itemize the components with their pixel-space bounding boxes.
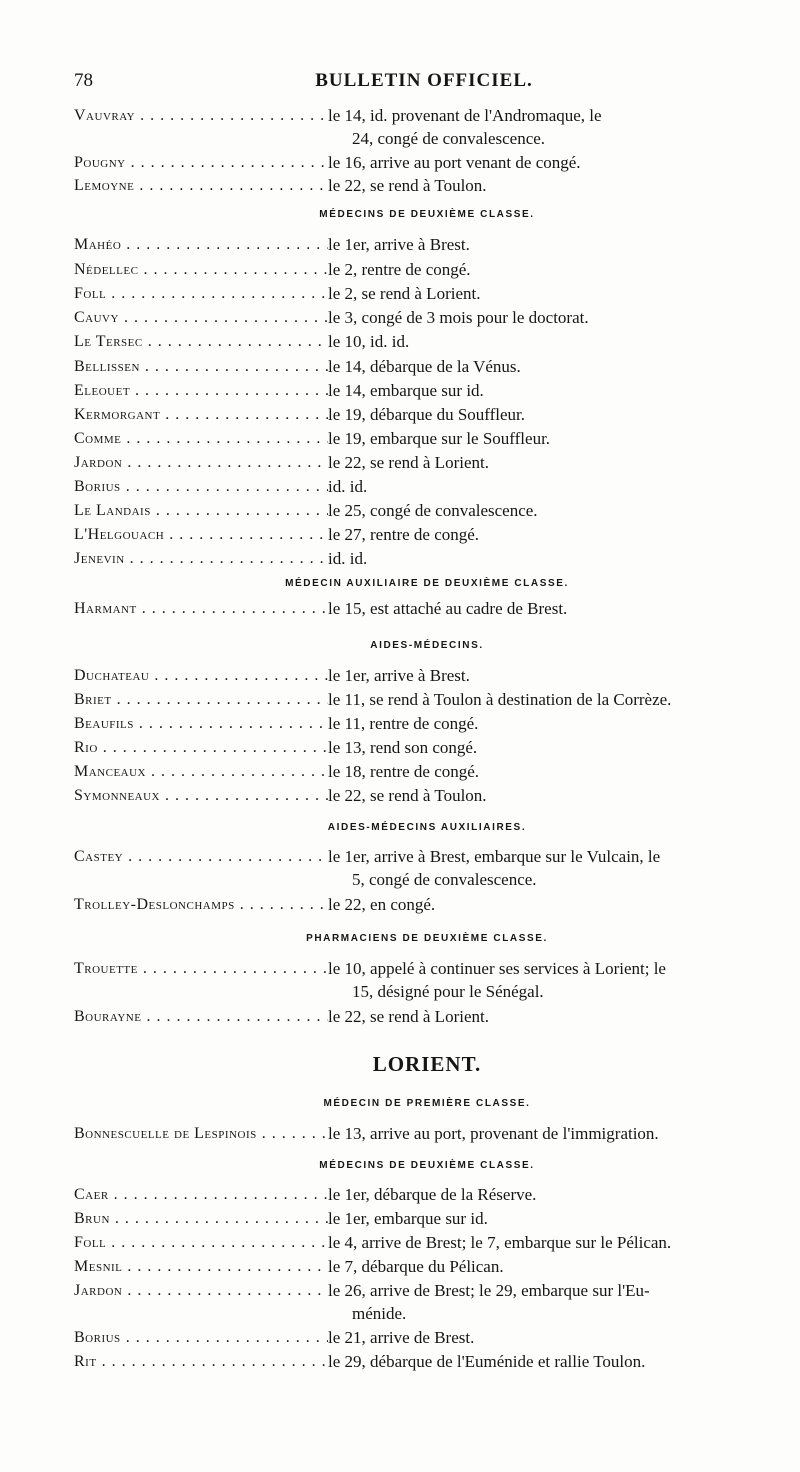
entry-name: Jenevin . . . [74,547,328,570]
entry-row [74,664,780,687]
entry-text: le 2, rentre de congé. [328,260,471,279]
entry-row [74,784,780,807]
entry-text: le 13, rend son congé. [328,738,478,757]
entry-name: Symonneaux . . . [74,784,328,807]
entry-row [74,957,780,1003]
section-heading: MÉDECIN DE PREMIÈRE CLASSE. [323,1098,531,1109]
entry-name: Rit . . . [74,1350,328,1373]
section-heading: AIDES-MÉDECINS AUXILIAIRES. [327,822,527,833]
entry-name: Le Tersec . . . [74,330,328,353]
entry-name: Mesnil . . . [74,1255,328,1278]
entry-text: le 22, se rend à Toulon. [328,176,487,195]
entry-row [74,174,780,197]
entry-row [74,1279,780,1325]
city-heading: LORIENT. [372,1052,482,1076]
entry-row [74,893,780,916]
entry-row [74,736,780,759]
entry-name: Eleouet . . . [74,379,328,402]
section-heading: MÉDECIN AUXILIAIRE DE DEUXIÈME CLASSE. [285,578,569,589]
entry-name: Duchateau . . . [74,664,328,687]
entry-row [74,1122,780,1145]
entry-row [74,1207,780,1230]
entry-row [74,1255,780,1278]
entry-row [74,330,780,353]
entry-name: Kermorgant . . . [74,403,328,426]
section-heading: AIDES-MÉDECINS. [370,640,484,651]
entry-text: le 11, rentre de congé. [328,714,479,733]
entry-row [74,523,780,546]
entry-row [74,233,780,256]
entry-name: Briet . . . [74,688,328,711]
entry-row [74,451,780,474]
entry-row [74,151,780,174]
entry-name: Le Landais . . . [74,499,328,522]
entry-row [74,597,780,620]
entry-text: le 19, embarque sur le Souffleur. [328,429,551,448]
entry-name: Brun . . . [74,1207,328,1230]
entry-text: le 22, se rend à Lorient. [328,453,489,472]
entry-name: Trolley-Deslonchamps . . . [74,893,328,916]
entry-row [74,1350,780,1373]
entry-text: le 14, id. provenant de l'Andromaque, le [328,106,602,125]
entry-text: le 16, arrive au port venant de congé. [328,153,581,172]
entry-name: Caer . . . [74,1183,328,1206]
section-heading: MÉDECINS DE DEUXIÈME CLASSE. [319,1160,535,1171]
entry-text-continued: 15, désigné pour le Sénégal. [352,982,544,1001]
page-number: 78 [74,70,93,91]
entry-text: le 22, se rend à Toulon. [328,786,487,805]
entry-text: le 1er, arrive à Brest. [328,235,470,254]
entry-name: Harmant . . . [74,597,328,620]
entry-text: le 22, en congé. [328,895,436,914]
entry-text: le 1er, débarque de la Réserve. [328,1185,537,1204]
entry-text: le 4, arrive de Brest; le 7, embarque sur le Pélican. [328,1233,672,1252]
entry-name: Trouette . . . [74,957,328,980]
entry-text: le 22, se rend à Lorient. [328,1007,489,1026]
entry-text: le 7, débarque du Pélican. [328,1257,504,1276]
entry-name: Pougny . . . [74,151,328,174]
entry-name: Manceaux . . . [74,760,328,783]
entry-row [74,1183,780,1206]
entry-text-continued: 24, congé de convalescence. [352,129,546,148]
entry-text: le 1er, arrive à Brest. [328,666,470,685]
section-heading: MÉDECINS DE DEUXIÈME CLASSE. [319,209,535,220]
entry-row [74,712,780,735]
entry-row [74,258,780,281]
entry-text: le 1er, arrive à Brest, embarque sur le Vulcain, le [328,847,661,866]
entry-row [74,845,780,891]
entry-row [74,547,780,570]
entry-row [74,379,780,402]
entry-name: Lemoyne . . . [74,174,328,197]
entry-name: Castey . . . [74,845,328,868]
entry-row [74,403,780,426]
page-header [74,70,774,94]
entry-text: le 1er, embarque sur id. [328,1209,488,1228]
entry-row [74,688,780,711]
entry-name: Comme . . . [74,427,328,450]
entry-row [74,475,780,498]
entry-text: le 26, arrive de Brest; le 29, embarque sur l'Eu- [328,1281,650,1300]
entry-name: Foll . . . [74,1231,328,1254]
entry-name: Beaufils . . . [74,712,328,735]
entry-name: Nédellec . . . [74,258,328,281]
entry-text: le 11, se rend à Toulon à destination de la Corrèze. [328,690,672,709]
entry-row [74,1231,780,1254]
running-title: BULLETIN OFFICIEL. [315,70,533,91]
entry-text: le 10, appelé à continuer ses services à Lorient; le [328,959,666,978]
entry-name: Borius . . . [74,1326,328,1349]
entry-text: le 3, congé de 3 mois pour le doctorat. [328,308,589,327]
entry-row [74,306,780,329]
entry-text: le 10, id. id. [328,332,410,351]
entry-text: le 19, débarque du Souffleur. [328,405,526,424]
section-heading: PHARMACIENS DE DEUXIÈME CLASSE. [306,933,548,944]
entry-name: Foll . . . [74,282,328,305]
entry-text: id. id. [328,549,368,568]
entry-text: le 14, débarque de la Vénus. [328,357,521,376]
entry-row [74,282,780,305]
entry-text: le 29, débarque de l'Euménide et rallie Toulon. [328,1352,646,1371]
entry-name: Borius . . . [74,475,328,498]
entry-name: L'Helgouach . . . [74,523,328,546]
entry-text: le 15, est attaché au cadre de Brest. [328,599,568,618]
entry-row [74,499,780,522]
entry-text: le 2, se rend à Lorient. [328,284,481,303]
entry-text-continued: 5, congé de convalescence. [352,870,537,889]
entry-name: Bellissen . . . [74,355,328,378]
entry-text-continued: ménide. [352,1304,407,1323]
entry-text: id. id. [328,477,368,496]
entry-text: le 14, embarque sur id. [328,381,484,400]
entry-text: le 25, congé de convalescence. [328,501,538,520]
entry-name: Cauvy . . . [74,306,328,329]
entry-row [74,427,780,450]
entry-name: Vauvray . . . [74,104,328,127]
entry-name: Jardon . . . [74,1279,328,1302]
entry-text: le 13, arrive au port, provenant de l'immigration. [328,1124,659,1143]
entry-name: Rio . . . [74,736,328,759]
entry-row [74,355,780,378]
entry-row [74,104,780,150]
entry-name: Bonnescuelle de Lespinois . . . [74,1122,328,1145]
entry-text: le 27, rentre de congé. [328,525,480,544]
entry-name: Mahéo . . . [74,233,328,256]
entry-row [74,1005,780,1028]
entry-name: Jardon . . . [74,451,328,474]
entry-text: le 18, rentre de congé. [328,762,480,781]
entry-row [74,1326,780,1349]
entry-text: le 21, arrive de Brest. [328,1328,475,1347]
entry-row [74,760,780,783]
entry-name: Bourayne . . . [74,1005,328,1028]
